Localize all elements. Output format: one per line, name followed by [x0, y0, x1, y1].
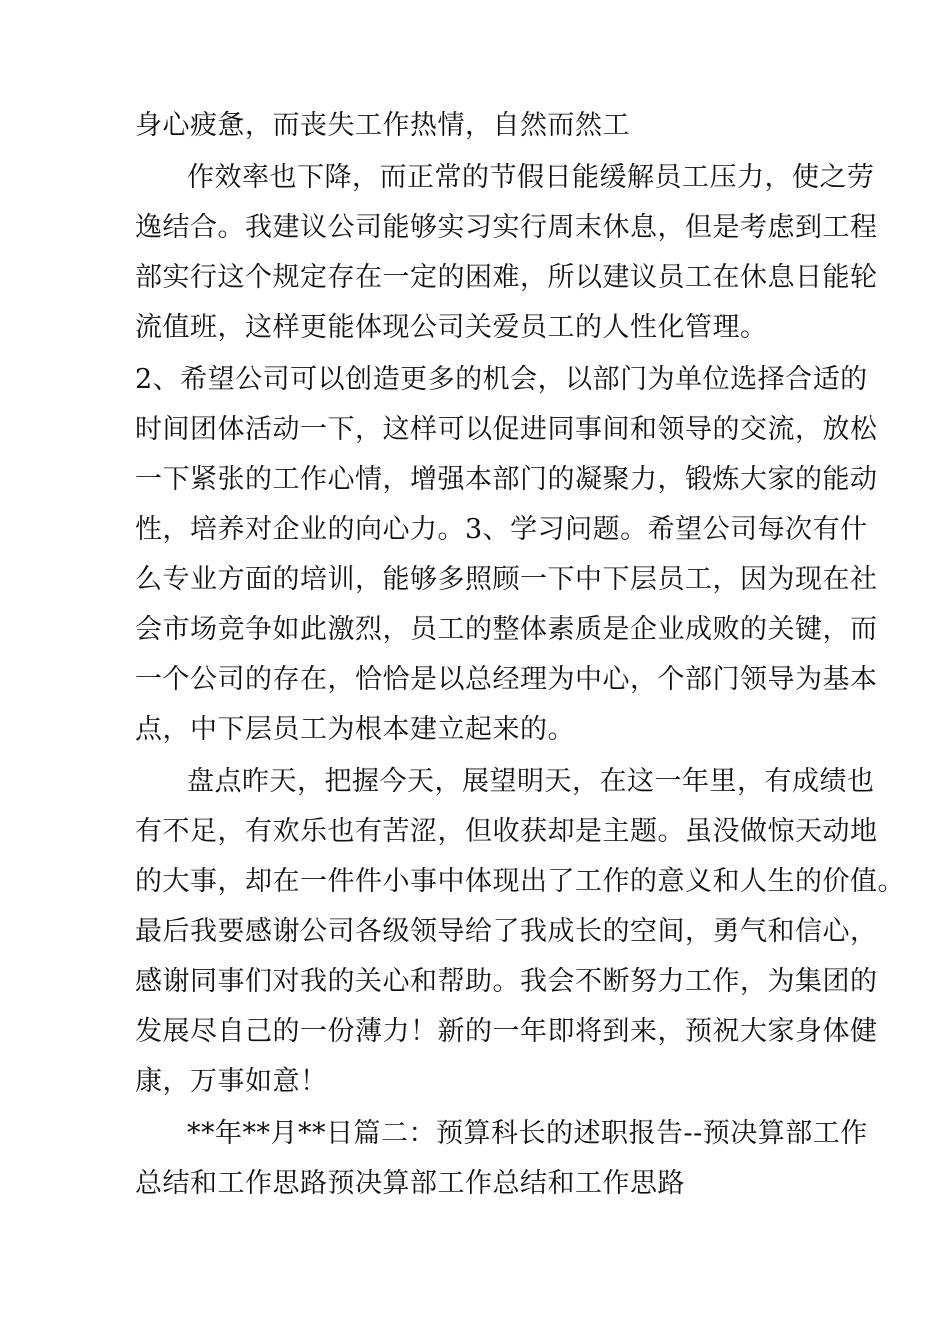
text-line: 最后我要感谢公司各级领导给了我成长的空间，勇气和信心， — [135, 916, 878, 947]
text-line: 2、希望公司可以创造更多的机会，以部门为单位选择合适的 — [135, 364, 868, 395]
text-line: 发展尽自己的一份薄力！新的一年即将到来，预祝大家身体健 — [135, 1016, 878, 1047]
text-line: 一下紧张的工作心情，增强本部门的凝聚力，锻炼大家的能动 — [135, 464, 878, 495]
text-line: 身心疲惫，而丧失工作热情，自然而然工 — [135, 110, 630, 141]
text-line: 部实行这个规定存在一定的困难，所以建议员工在休息日能轮 — [135, 262, 878, 293]
text-line: 点，中下层员工为根本建立起来的。 — [135, 714, 575, 745]
text-line: 流值班，这样更能体现公司关爱员工的人性化管理。 — [135, 312, 768, 343]
text-line: 逸结合。我建议公司能够实习实行周末休息，但是考虑到工程 — [135, 212, 878, 243]
text-line: **年**月**日篇二：预算科长的述职报告--预决算部工作 — [187, 1118, 868, 1149]
text-line: 一个公司的存在，恰恰是以总经理为中心，个部门领导为基本 — [135, 664, 878, 695]
text-line: 会市场竞争如此激烈，员工的整体素质是企业成败的关键，而 — [135, 614, 878, 645]
text-line: 感谢同事们对我的关心和帮助。我会不断努力工作，为集团的 — [135, 966, 878, 997]
text-line: 总结和工作思路预决算部工作总结和工作思路 — [135, 1168, 685, 1199]
text-line: 么专业方面的培训，能够多照顾一下中下层员工，因为现在社 — [135, 564, 878, 595]
text-line: 康，万事如意！ — [135, 1066, 328, 1097]
text-line: 作效率也下降，而正常的节假日能缓解员工压力，使之劳 — [187, 162, 875, 193]
text-line: 盘点昨天，把握今天，展望明天，在这一年里，有成绩也 — [187, 766, 875, 797]
text-line: 时间团体活动一下，这样可以促进同事间和领导的交流，放松 — [135, 414, 878, 445]
text-line: 有不足，有欢乐也有苦涩，但收获却是主题。虽没做惊天动地 — [135, 816, 878, 847]
text-line: 性，培养对企业的向心力。3、学习问题。希望公司每次有什 — [135, 514, 868, 545]
text-line: 的大事，却在一件件小事中体现出了工作的意义和人生的价值。 — [135, 866, 905, 897]
